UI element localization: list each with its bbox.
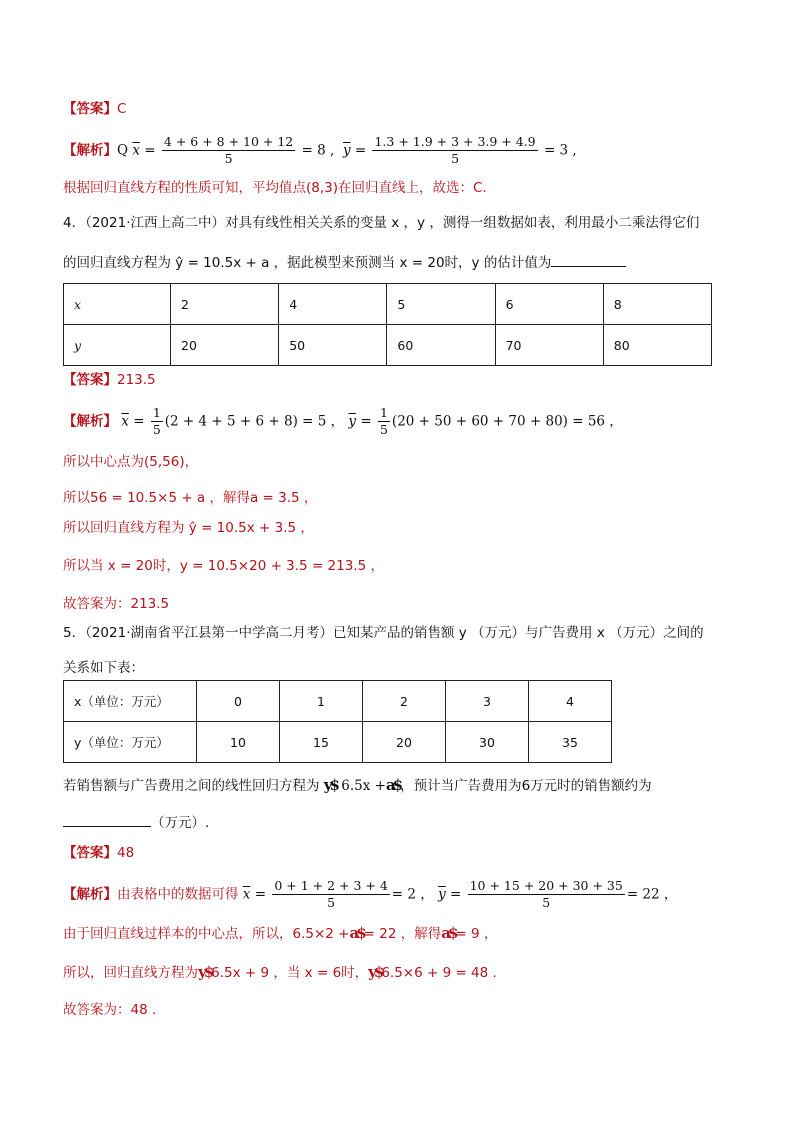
q5-answer-line	[63, 843, 134, 863]
q5-line-eq-b: 6.5x + 9 ，当 x = 6时，	[211, 965, 369, 981]
table-cell: 50	[279, 325, 387, 366]
q5-blank-line	[63, 812, 209, 833]
ybar-symbol: $\overline{y}$	[342, 142, 351, 159]
xbar-symbol: $\overline{x}$	[121, 413, 129, 430]
q5-blank-suffix: （万元）.	[151, 815, 210, 831]
table-cell: 20	[171, 325, 279, 366]
q4-line-solve: 所以56 = 10.5×5 + a ，解得a = 3.5 ，	[63, 490, 318, 506]
table-cell: 35	[529, 722, 612, 763]
table-cell: 5	[387, 284, 495, 325]
table-cell: y（单位：万元）	[64, 722, 197, 763]
q4-answer: 213.5	[117, 372, 156, 388]
q5-line-center-a: 由于回归直线过样本的中心点，所以，6.5×2 +	[63, 926, 350, 942]
analysis-label: 【解析】	[63, 886, 117, 903]
q3-conclusion: 根据回归直线方程的性质可知，平均值点(8,3)在回归直线上，故选：C.	[63, 180, 487, 196]
q4-stem-line1: 4．（2021·江西上高二中）对具有线性相关关系的变量 x ，y ，测得一组数据如表，利用最小二乘法得它们	[63, 215, 700, 231]
answer-label: 【答案】	[63, 845, 117, 861]
q5-line-final: 故答案为：48 .	[63, 1002, 157, 1018]
table-cell: 60	[387, 325, 495, 366]
q5-answer-blank	[63, 812, 151, 827]
ahat-glyph-icon: a$	[441, 924, 456, 942]
q4-answer-blank	[551, 252, 626, 267]
analysis-label: 【解析】	[63, 413, 117, 430]
q5-answer: 48	[117, 845, 135, 861]
q5-ybar-fraction: $\frac{10 + 15 + 20 + 30 + 35}{5}$	[469, 878, 623, 910]
ahat-glyph-icon: a$	[385, 776, 401, 794]
table-cell: 0	[197, 681, 280, 722]
ybar-symbol: $\overline{y}$	[438, 886, 446, 903]
q5-xbar-result: = 2 ，	[391, 886, 434, 903]
yhat-glyph-icon: y$	[198, 963, 212, 981]
answer-label: 【答案】	[63, 101, 117, 117]
q5-stem-line2: 关系如下表：	[63, 660, 144, 676]
q5-regression-text-b: 6.5x +	[341, 778, 386, 794]
q3-ybar-result: = 3 ,	[543, 142, 577, 159]
q3-xbar-fraction: $\frac{4 + 6 + 8 + 10 + 12}{5}$	[163, 134, 294, 166]
ybar-symbol: $\overline{y}$	[348, 413, 357, 430]
q4-line-equation: 所以回归直线方程为 ŷ = 10.5x + 3.5 ，	[63, 520, 314, 536]
table-cell: 30	[446, 722, 529, 763]
q3-answer-line	[63, 99, 126, 119]
q4-data-table	[63, 283, 712, 366]
q4-line-predict: 所以当 x = 20时，y = 10.5×20 + 3.5 = 213.5 ，	[63, 558, 384, 574]
q4-answer-line	[63, 370, 156, 390]
analysis-label: 【解析】	[63, 142, 117, 159]
q5-regression-text-a: 若销售额与广告费用之间的线性回归方程为	[63, 778, 320, 794]
table-cell: 20	[363, 722, 446, 763]
q5-line-eq-c: 6.5×6 + 9 = 48 .	[381, 965, 497, 981]
table-cell: 10	[197, 722, 280, 763]
q5-line-center-c: = 9 ，	[455, 926, 498, 942]
q5-data-table	[63, 680, 612, 763]
q4-analysis-line: 【解析】 $\overline{x}$ = $\frac{1}{5}$ (2 + 4 + 5 + 6 + 8) = 5 ， $\overline{y}$ = $\frac{1}{5}$ (20 + 50 + 60 + 70 + 80) = 56 ，	[63, 405, 623, 437]
table-cell: 1	[280, 681, 363, 722]
q5-analysis-text: 由表格中的数据可得	[117, 886, 239, 903]
yhat-glyph-icon: y$	[323, 776, 337, 794]
table-cell: 6	[495, 284, 603, 325]
q3-analysis-line: 【解析】Q $\overline{x}$ = $\frac{4 + 6 + 8 + 10 + 12}{5}$ = 8 , $\overline{y}$ = $\frac{1.3 + 1.9 + 3 + 3.9 + 4.9}{5}$ = 3 ,	[63, 134, 577, 166]
q5-analysis-line: 【解析】由表格中的数据可得 $\overline{x}$ = $\frac{0 + 1 + 2 + 3 + 4}{5}$ = 2 ， $\overline{y}$ = $\frac{10 + 15 + 20 + 30 + 35}{5}$ = 22 ，	[63, 878, 678, 910]
answer-label: 【答案】	[63, 372, 117, 388]
table-cell: 3	[446, 681, 529, 722]
q4-xbar-fraction: $\frac{1}{5}$	[152, 405, 161, 437]
table-cell: x	[64, 284, 171, 325]
table-cell: 80	[603, 325, 711, 366]
table-cell: x（单位：万元）	[64, 681, 197, 722]
q5-line-center	[63, 923, 497, 944]
table-cell: 2	[171, 284, 279, 325]
q5-xbar-fraction: $\frac{0 + 1 + 2 + 3 + 4}{5}$	[274, 878, 388, 910]
q5-regression-line	[63, 775, 652, 796]
table-cell: 15	[280, 722, 363, 763]
table-row	[64, 681, 612, 722]
table-row	[64, 722, 612, 763]
table-row	[64, 325, 712, 366]
q3-xbar-result: = 8 ,	[301, 142, 335, 159]
table-cell: y	[64, 325, 171, 366]
q3-ybar-fraction: $\frac{1.3 + 1.9 + 3 + 3.9 + 4.9}{5}$	[374, 134, 536, 166]
table-cell: 8	[603, 284, 711, 325]
q4-line-center: 所以中心点为(5,56)，	[63, 454, 199, 470]
q4-ybar-fraction: $\frac{1}{5}$	[379, 405, 388, 437]
q5-stem-line1: 5．（2021·湖南省平江县第一中学高二月考）已知某产品的销售额 y （万元）与广告费用 x （万元）之间的	[63, 625, 704, 641]
q4-xbar-rest: (2 + 4 + 5 + 6 + 8) = 5 ，	[164, 413, 345, 430]
q5-ybar-result: = 22 ，	[626, 886, 678, 903]
xbar-symbol: $\overline{x}$	[132, 142, 140, 159]
table-cell: 2	[363, 681, 446, 722]
xbar-symbol: $\overline{x}$	[242, 886, 251, 903]
table-cell: 4	[529, 681, 612, 722]
q3-answer: C	[117, 101, 127, 117]
table-row	[64, 284, 712, 325]
q4-line-final: 故答案为：213.5	[63, 596, 170, 612]
q5-line-center-b: = 22 ，解得	[363, 926, 442, 942]
table-cell: 70	[495, 325, 603, 366]
ahat-glyph-icon: a$	[349, 924, 364, 942]
table-cell: 4	[279, 284, 387, 325]
q4-stem-line2-text: 的回归直线方程为 ŷ = 10.5x + a ，据此模型来预测当 x = 20时，y 的估计值为	[63, 255, 552, 271]
q5-regression-text-c: ，预计当广告费用为6万元时的销售额约为	[400, 778, 652, 794]
q5-line-equation	[63, 962, 497, 983]
yhat-glyph-icon: y$	[368, 963, 382, 981]
q3-analysis-prefix: Q	[117, 142, 129, 159]
q4-ybar-rest: (20 + 50 + 60 + 70 + 80) = 56 ，	[391, 413, 623, 430]
q5-line-eq-a: 所以，回归直线方程为	[63, 965, 198, 981]
q4-stem-line2	[63, 252, 626, 273]
